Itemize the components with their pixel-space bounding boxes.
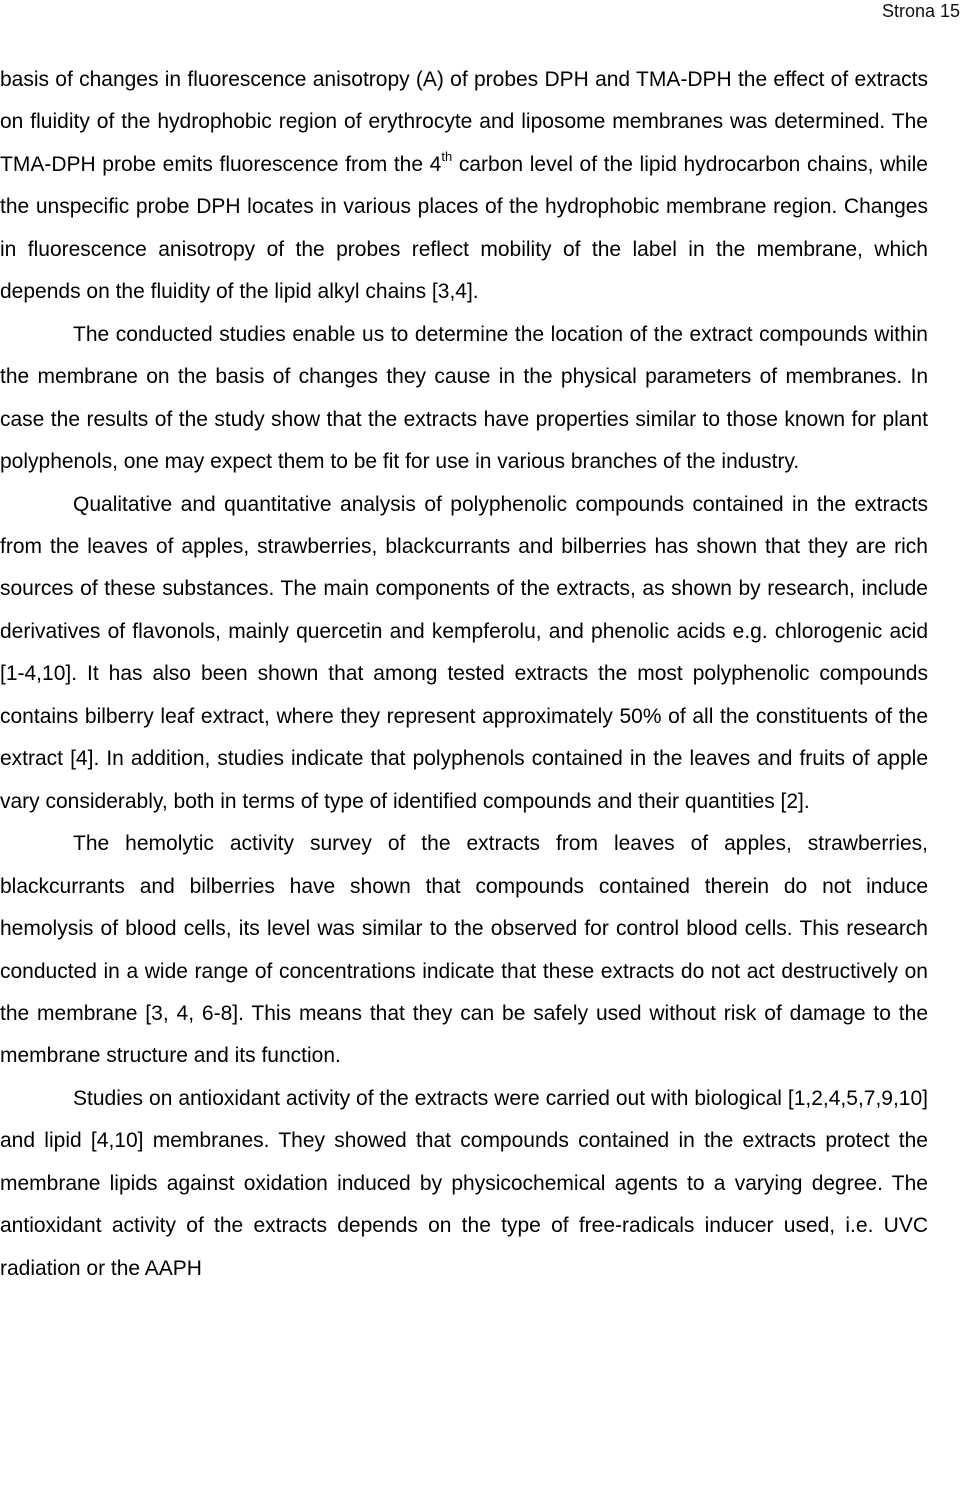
paragraph bbox=[0, 59, 928, 314]
paragraph-text: basis of changes in fluorescence anisotropy (A) of probes DPH and TMA-DPH the effect of extracts on fluidity of the hydrophobic region of erythrocyte and liposome membranes was determined. The TMA-DPH probe emits fluorescence from the 4 bbox=[0, 68, 928, 176]
paragraph: Qualitative and quantitative analysis of polyphenolic compounds contained in the extracts from the leaves of apples, strawberries, blackcurrants and bilberries has shown that they are rich sources of these substances. The main components of the extracts, as shown by research, include derivatives of flavonols, mainly quercetin and kempferolu, and phenolic acids e.g. chlorogenic acid [1-4,10]. It has also been shown that among tested extracts the most polyphenolic compounds contains bilberry leaf extract, where they represent approximately 50% of all the constituents of the extract [4]. In addition, studies indicate that polyphenols contained in the leaves and fruits of apple vary considerably, both in terms of type of identified compounds and their quantities [2]. bbox=[0, 492, 928, 813]
paragraph-text: carbon level of the lipid hydrocarbon chains, while the unspecific probe DPH locates in various places of the hydrophobic membrane region. Changes in fluorescence anisotropy of the probes reflect mobility of the label in the membrane, which depends on the fluidity of the lipid alkyl chains [3,4]. bbox=[0, 152, 928, 304]
paragraph: Studies on antioxidant activity of the extracts were carried out with biological [1,2,4,5,7,9,10] and lipid [4,10] membranes. They showed that compounds contained in the extracts protect the membrane lipids against oxidation induced by physicochemical agents to a varying degree. The antioxidant activity of the extracts depends on the type of free-radicals inducer used, i.e. UVC radiation or the AAPH bbox=[0, 1086, 928, 1280]
paragraph: The hemolytic activity survey of the extracts from leaves of apples, strawberries, blackcurrants and bilberries have shown that compounds contained therein do not induce hemolysis of blood cells, its level was similar to the observed for control blood cells. This research conducted in a wide range of concentrations indicate that these extracts do not act destructively on the membrane [3, 4, 6-8]. This means that they can be safely used without risk of damage to the membrane structure and its function. bbox=[0, 832, 928, 1068]
paragraph: The conducted studies enable us to determine the location of the extract compounds within the membrane on the basis of changes they cause in the physical parameters of membranes. In case the results of the study show that the extracts have properties similar to those known for plant polyphenols, one may expect them to be fit for use in various branches of the industry. bbox=[0, 322, 928, 474]
superscript: th bbox=[441, 148, 453, 164]
page-number: Strona 15 bbox=[881, 1, 960, 21]
document-body bbox=[0, 59, 928, 1290]
